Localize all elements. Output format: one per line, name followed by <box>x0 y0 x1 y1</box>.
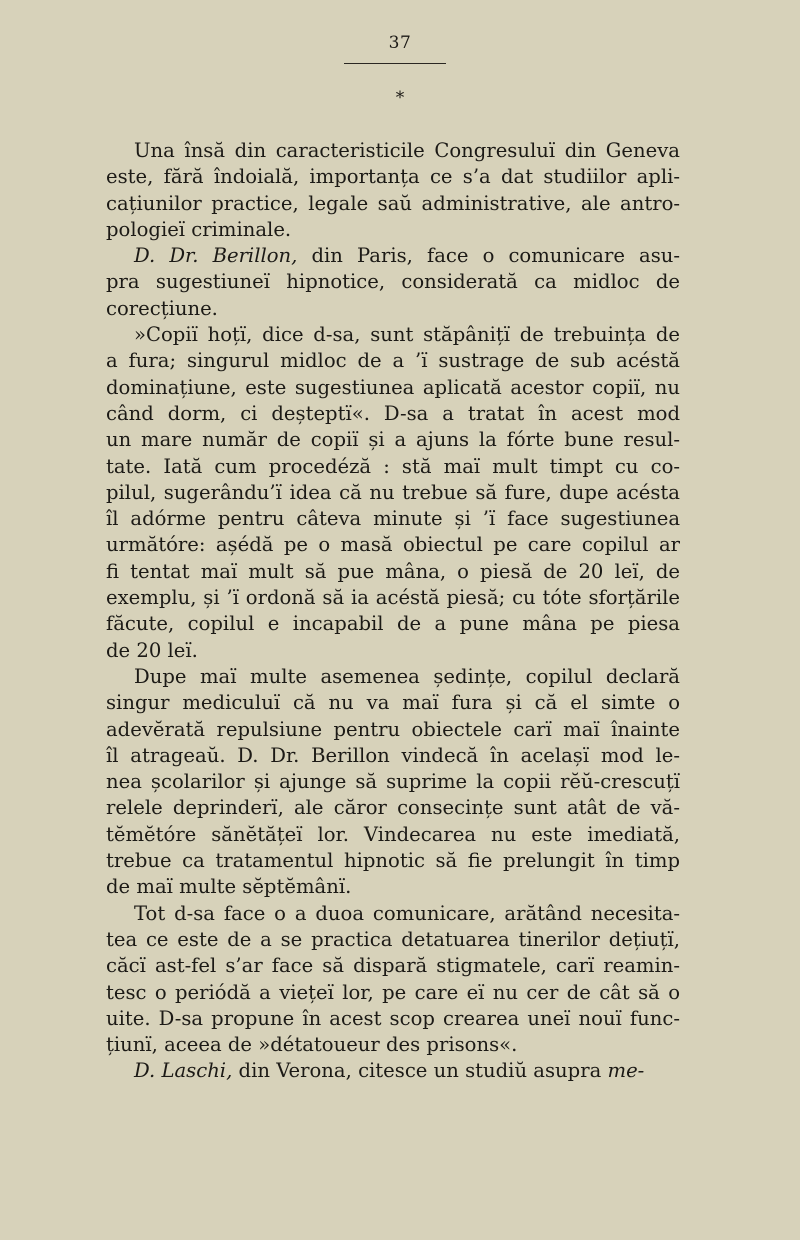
text-line: a fura; singurul midloc de a ’ï sustrage de sub acéstă <box>106 349 680 373</box>
text-line: dominațiune, este sugestiunea aplicată acestor copiï, nu <box>106 375 680 399</box>
text-line: uite. D-sa propune în acest scop crearea uneï nouï func- <box>106 1006 680 1030</box>
text-line: următóre: așédă pe o masă obiectul pe care copilul ar <box>106 533 680 557</box>
text-line: fi tentat maï mult să pue mâna, o piesă de 20 leï, de <box>106 559 680 583</box>
text-line: trebue ca tratamentul hipnotic să fie prelungit în timp <box>106 849 680 873</box>
text-line: țiunï, aceea de »détatoueur des prisons«. <box>106 1033 518 1057</box>
text-line: D. Laschi, din Verona, citesce un studiŭ asupra me- <box>134 1059 645 1083</box>
text-line: Tot d-sa face o a duoa comunicare, arătând necesita- <box>134 901 680 925</box>
text-line: tĕmĕtóre sănĕtățeï lor. Vindecarea nu este imediată, <box>106 822 680 846</box>
text-line: pologieï criminale. <box>106 217 292 241</box>
header-rule <box>344 63 446 64</box>
text-line: »Copiï hoțï, dice d-sa, sunt stăpânițï de trebuința de <box>134 323 680 347</box>
text-line: adevĕrată repulsiune pentru obiectele carï maï înainte <box>106 717 680 741</box>
text-line: exemplu, și ’ï ordonă să ia acéstă piesă; cu tóte sforțările <box>106 586 680 610</box>
body-text <box>106 138 680 1085</box>
text-line: D. Dr. Berillon, din Paris, face o comunicare asu- <box>134 244 680 268</box>
text-line: singur mediculuï că nu va maï fura și că el simte o <box>106 691 680 715</box>
text-line: când dorm, ci deșteptï«. D-sa a tratat în acest mod <box>106 401 680 425</box>
text-line: de 20 leï. <box>106 638 198 662</box>
text-line: căcï ast-fel s’ar face să dispară stigmatele, carï reamin- <box>106 954 680 978</box>
text-line: relele deprinderï, ale căror consecințe sunt atât de vă- <box>106 796 680 820</box>
text-line: corecțiune. <box>106 296 218 320</box>
text-line: Dupe maï multe asemenea ședințe, copilul declară <box>134 664 680 688</box>
text-line: de maï multe sĕptĕmânï. <box>106 875 352 899</box>
text-line: făcute, copilul e incapabil de a pune mâna pe piesa <box>106 612 680 636</box>
text-line: tesc o periódă a viețeï lor, pe care eï nu cer de cât să o <box>106 980 680 1004</box>
text-line: cațiunilor practice, legale saŭ administrative, ale antro- <box>106 191 680 215</box>
text-line: pra sugestiuneï hipnotice, considerată ca midloc de <box>106 270 680 294</box>
text-line: îl atrageaŭ. D. Dr. Berillon vindecă în acelașï mod le- <box>106 743 680 767</box>
text-line: pilul, sugerându’ï idea că nu trebue să fure, dupe acésta <box>106 480 680 504</box>
text-line: este, fără îndoială, importanța ce s’a dat studiilor apli- <box>106 165 680 189</box>
text-line: îl adórme pentru câteva minute și ’ï face sugestiunea <box>106 507 680 531</box>
section-separator: * <box>395 88 405 108</box>
text-line: Una însă din caracteristicile Congresuluï din Geneva <box>134 139 680 162</box>
text-line: tea ce este de a se practica detatuarea tinerilor dețiuțï, <box>106 927 680 951</box>
text-line: nea școlarilor și ajunge să suprime la copii rĕŭ-crescuțï <box>106 770 680 794</box>
text-line: un mare număr de copiï și a ajuns la fórte bune resul- <box>106 428 680 452</box>
page-number: 37 <box>388 33 412 53</box>
text-line: tate. Iată cum procedéză : stă maï mult timpt cu co- <box>106 454 680 478</box>
